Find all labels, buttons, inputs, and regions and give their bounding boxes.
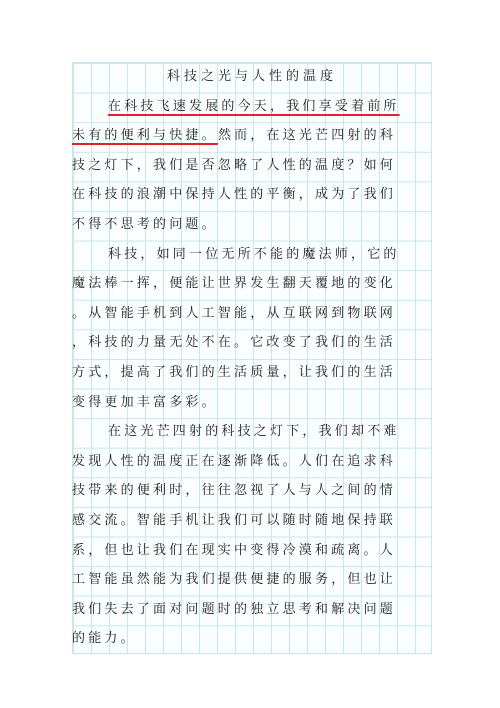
essay-line: 魔法棒一挥，便能让世界发生翻天覆地的变化: [72, 276, 397, 292]
essay-line: 。从智能手机到人工智能，从互联网到物联网: [72, 305, 397, 321]
highlighted-text: 在科技飞速发展的今天，我们享受着前所: [108, 98, 400, 114]
essay-line: 技之灯下，我们是否忽略了人性的温度？如何: [72, 157, 397, 173]
essay-line: 不得不思考的问题。: [72, 216, 218, 232]
essay-line: 发现人性的温度正在逐渐降低。人们在追求科: [72, 453, 397, 469]
essay-text: 然而，在这光芒四射的科: [217, 128, 397, 144]
essay-line: 在科技的浪潮中保持人性的平衡，成为了我们: [72, 187, 397, 203]
essay-line: 变得更加丰富多彩。: [72, 394, 218, 410]
essay-line: 方式，提高了我们的生活质量，让我们的生活: [72, 364, 397, 380]
essay-line: 系，但也让我们在现实中变得冷漠和疏离。人: [72, 542, 397, 558]
essay-line: 工智能虽然能为我们提供便捷的服务，但也让: [72, 572, 397, 588]
essay-line: 我们失去了面对问题时的独立思考和解决问题: [72, 601, 397, 617]
essay-line: 技带来的便利时，往往忽视了人与人之间的情: [72, 483, 397, 499]
essay-body: [72, 62, 432, 654]
essay-line: 在这光芒四射的科技之灯下，我们却不难: [108, 424, 400, 440]
essay-line: [72, 92, 432, 122]
highlighted-text: 未有的便利与快捷。: [72, 128, 218, 144]
essay-line: 科技，如同一位无所不能的魔法师，它的: [108, 246, 400, 262]
essay-line: ，科技的力量无处不在。它改变了我们的生活: [72, 335, 397, 351]
essay-line: 的能力。: [72, 631, 137, 647]
essay-line: [72, 121, 432, 151]
essay-line: 感交流。智能手机让我们可以随时随地保持联: [72, 512, 397, 528]
essay-title: 科技之光与人性的温度: [166, 69, 337, 84]
